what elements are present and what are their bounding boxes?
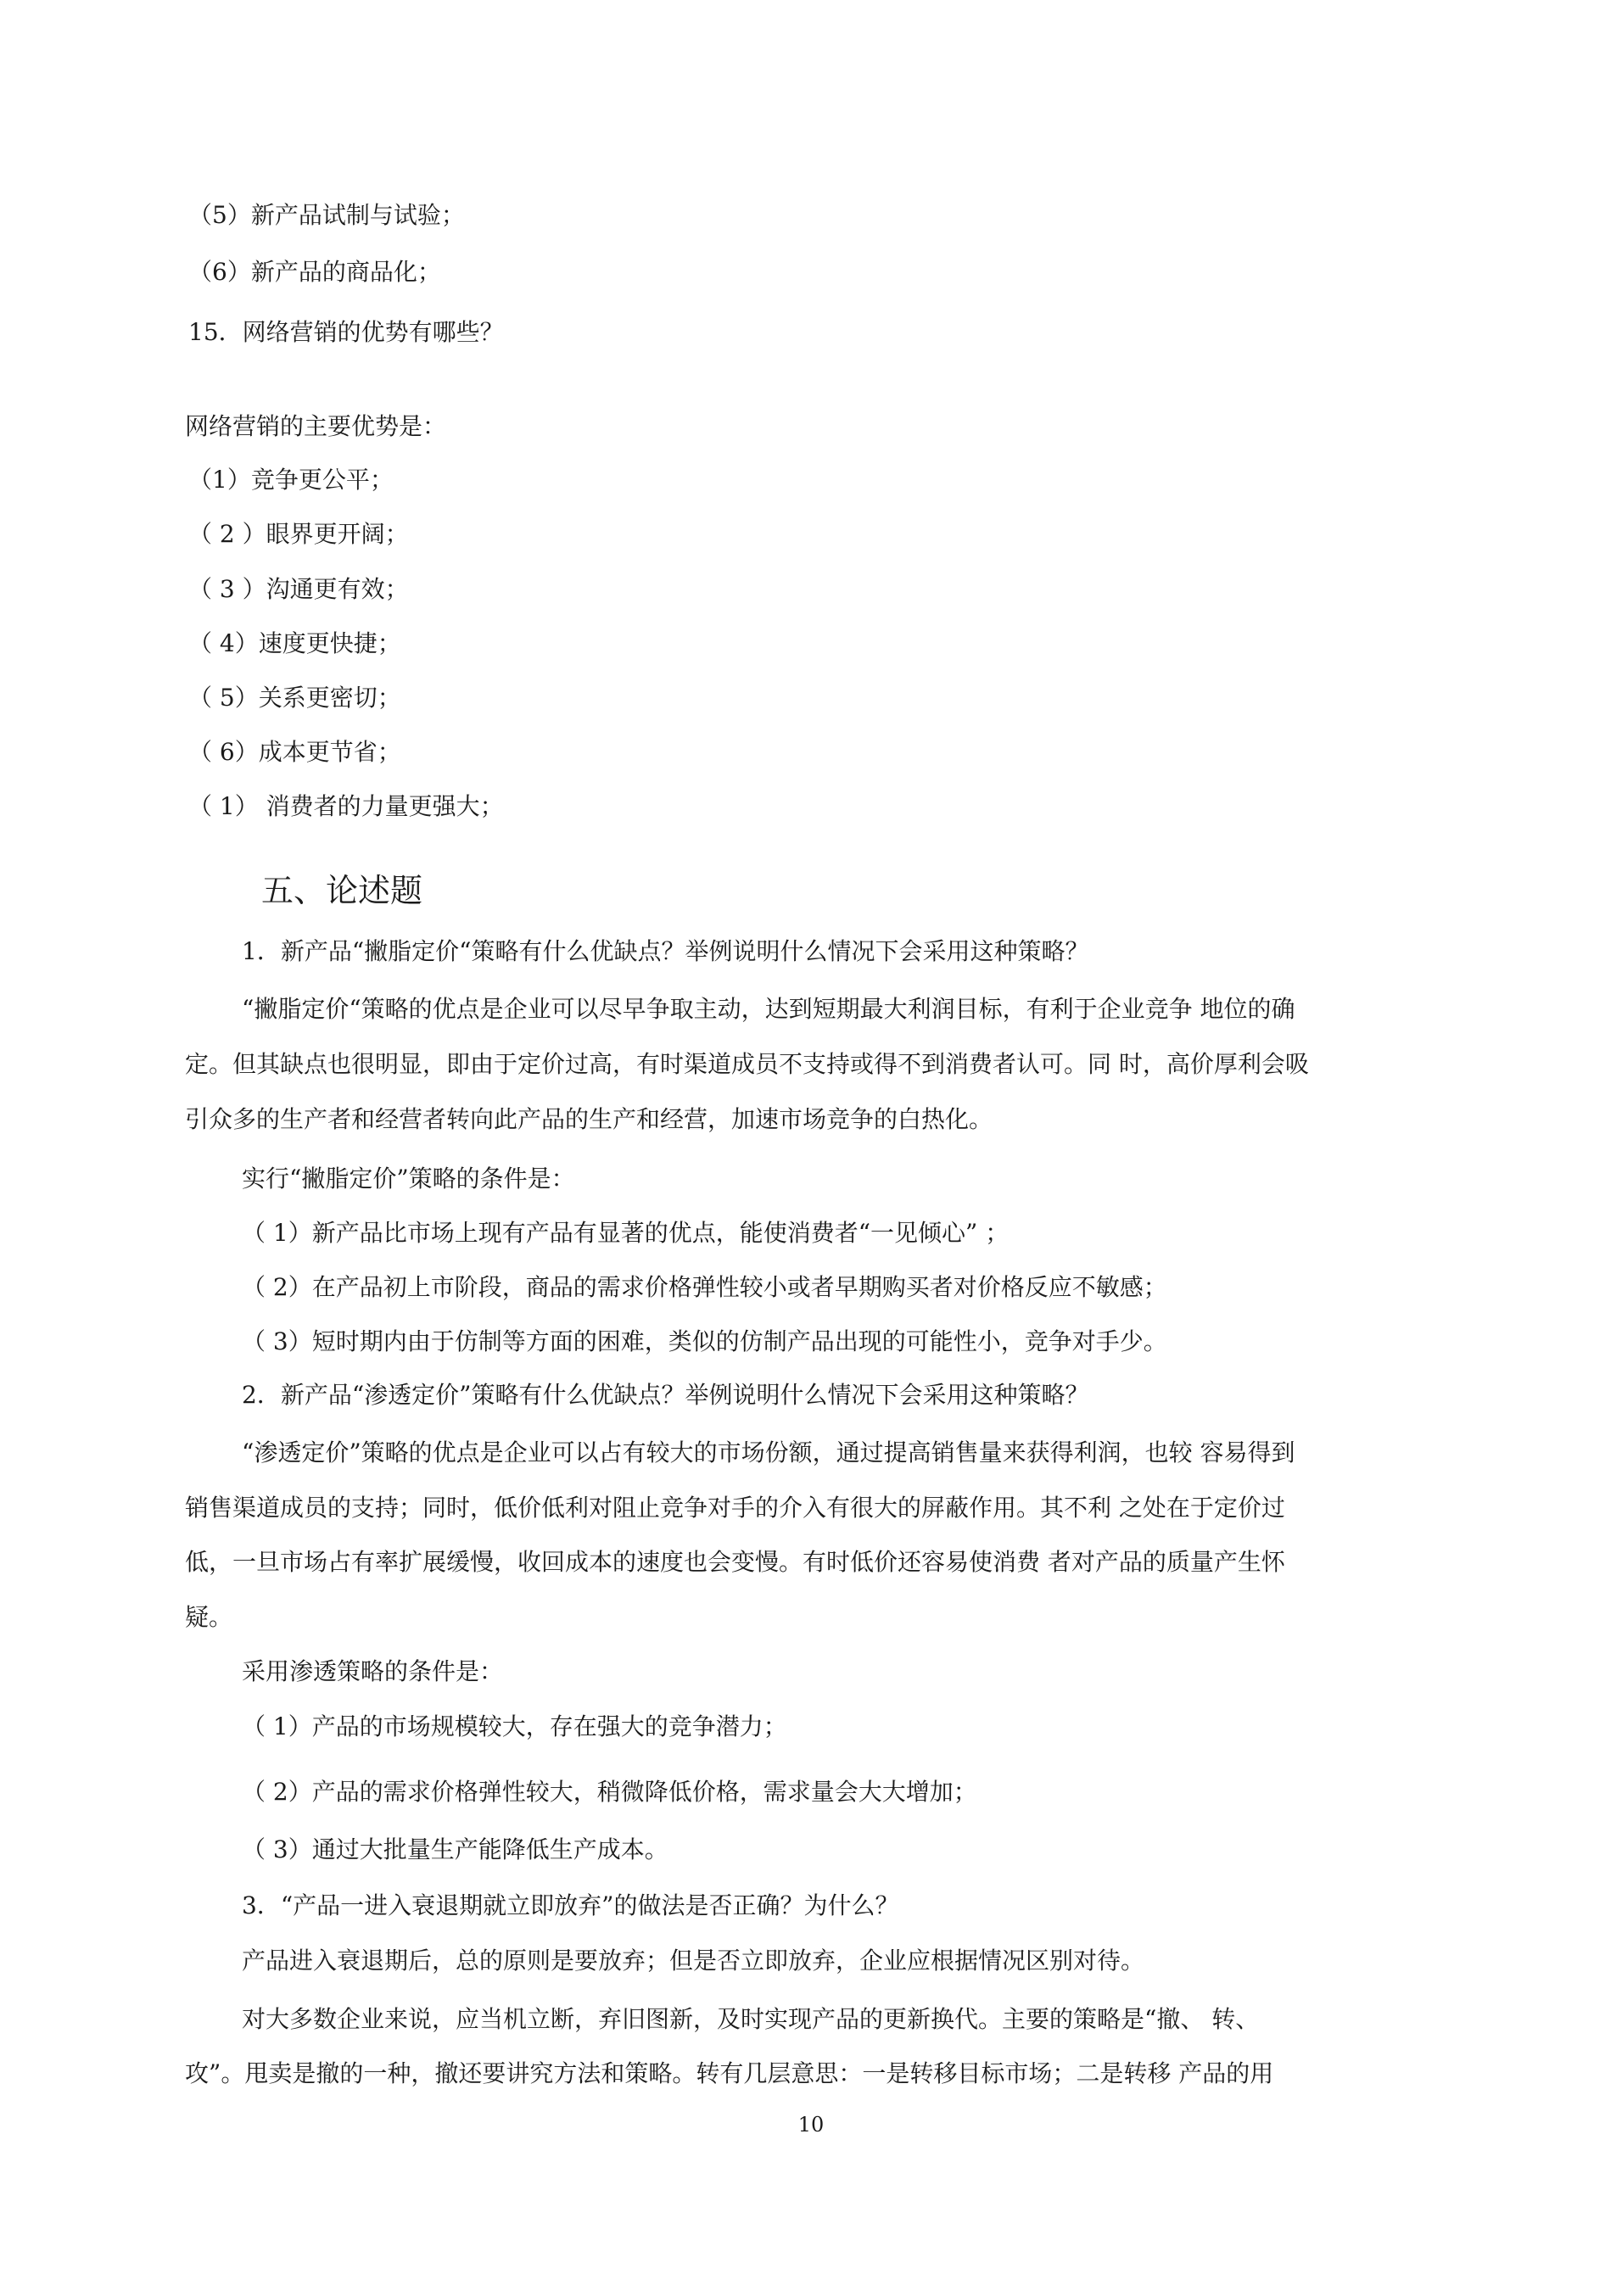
paragraph-line: 实行“撇脂定价”策略的条件是： [242,1165,575,1193]
answer-intro: 网络营销的主要优势是： [185,412,447,440]
paragraph-line: 攻”。甩卖是撤的一种，撤还要讲究方法和策略。转有几层意思：一是转移目标市场；二是转移 产品的用 [185,2059,1274,2087]
paragraph-line: 引众多的生产者和经营者转向此产品的生产和经营，加速市场竞争的白热化。 [185,1105,993,1133]
list-item: （ 2）在产品初上市阶段，商品的需求价格弹性较小或者早期购买者对价格反应不敏感； [242,1273,1167,1301]
paragraph-line: 低，一旦市场占有率扩展缓慢，收回成本的速度也会变慢。有时低价还容易使消费 者对产品的质量产生怀 [185,1548,1285,1576]
list-item: （6）新产品的商品化； [188,258,441,286]
list-item: （ 1）产品的市场规模较大，存在强大的竞争潜力； [242,1712,787,1740]
list-item: （1）竞争更公平； [188,466,394,494]
paragraph-line: “撇脂定价“策略的优点是企业可以尽早争取主动，达到短期最大利润目标，有利于企业竞争 地位的确 [242,995,1295,1023]
question-title: 1．新产品“撇脂定价“策略有什么优缺点？举例说明什么情况下会采用这种策略？ [242,937,1089,965]
page-number: 10 [797,2113,825,2137]
question-title: 3．“产品一进入衰退期就立即放弃”的做法是否正确？为什么？ [242,1891,899,1919]
list-item: （5）新产品试制与试验； [188,201,465,229]
list-item: （ 3）通过大批量生产能降低生产成本。 [242,1835,668,1863]
list-item: （ 2 ）眼界更开阔； [188,520,409,548]
list-item: （ 6）成本更节省； [188,738,401,766]
paragraph-line: 产品进入衰退期后，总的原则是要放弃；但是否立即放弃，企业应根据情况区别对待。 [242,1947,1145,1975]
list-item: （ 5）关系更密切； [188,684,401,712]
paragraph-line: “渗透定价”策略的优点是企业可以占有较大的市场份额，通过提高销售量来获得利润，也较 容易得到 [242,1438,1295,1466]
paragraph-line: 对大多数企业来说，应当机立断，弃旧图新，及时实现产品的更新换代。主要的策略是“撤、 转、 [242,2005,1260,2033]
paragraph-line: 定。但其缺点也很明显，即由于定价过高，有时渠道成员不支持或得不到消费者认可。同 时，高价厚利会吸 [185,1050,1309,1078]
list-item: （ 1）新产品比市场上现有产品有显著的优点，能使消费者“一见倾心” ； [242,1219,1010,1247]
list-item: （ 2）产品的需求价格弹性较大，稍微降低价格，需求量会大大增加； [242,1778,977,1806]
question-title: 2．新产品“渗透定价”策略有什么优缺点？举例说明什么情况下会采用这种策略？ [242,1381,1089,1409]
paragraph-line: 疑。 [185,1603,233,1631]
list-item: （ 3）短时期内由于仿制等方面的困难，类似的仿制产品出现的可能性小，竞争对手少。 [242,1327,1167,1355]
list-item: （ 4）速度更快捷； [188,629,401,657]
paragraph-line: 采用渗透策略的条件是： [242,1657,504,1685]
paragraph-line: 销售渠道成员的支持；同时，低价低利对阻止竞争对手的介入有很大的屏蔽作用。其不利 之处在于定价过 [185,1494,1285,1522]
list-item: （ 3 ）沟通更有效； [188,575,409,603]
question-title: 15．网络营销的优势有哪些？ [188,318,504,346]
list-item: （ 1） 消费者的力量更强大； [188,792,504,820]
section-heading: 五、论述题 [261,872,423,909]
